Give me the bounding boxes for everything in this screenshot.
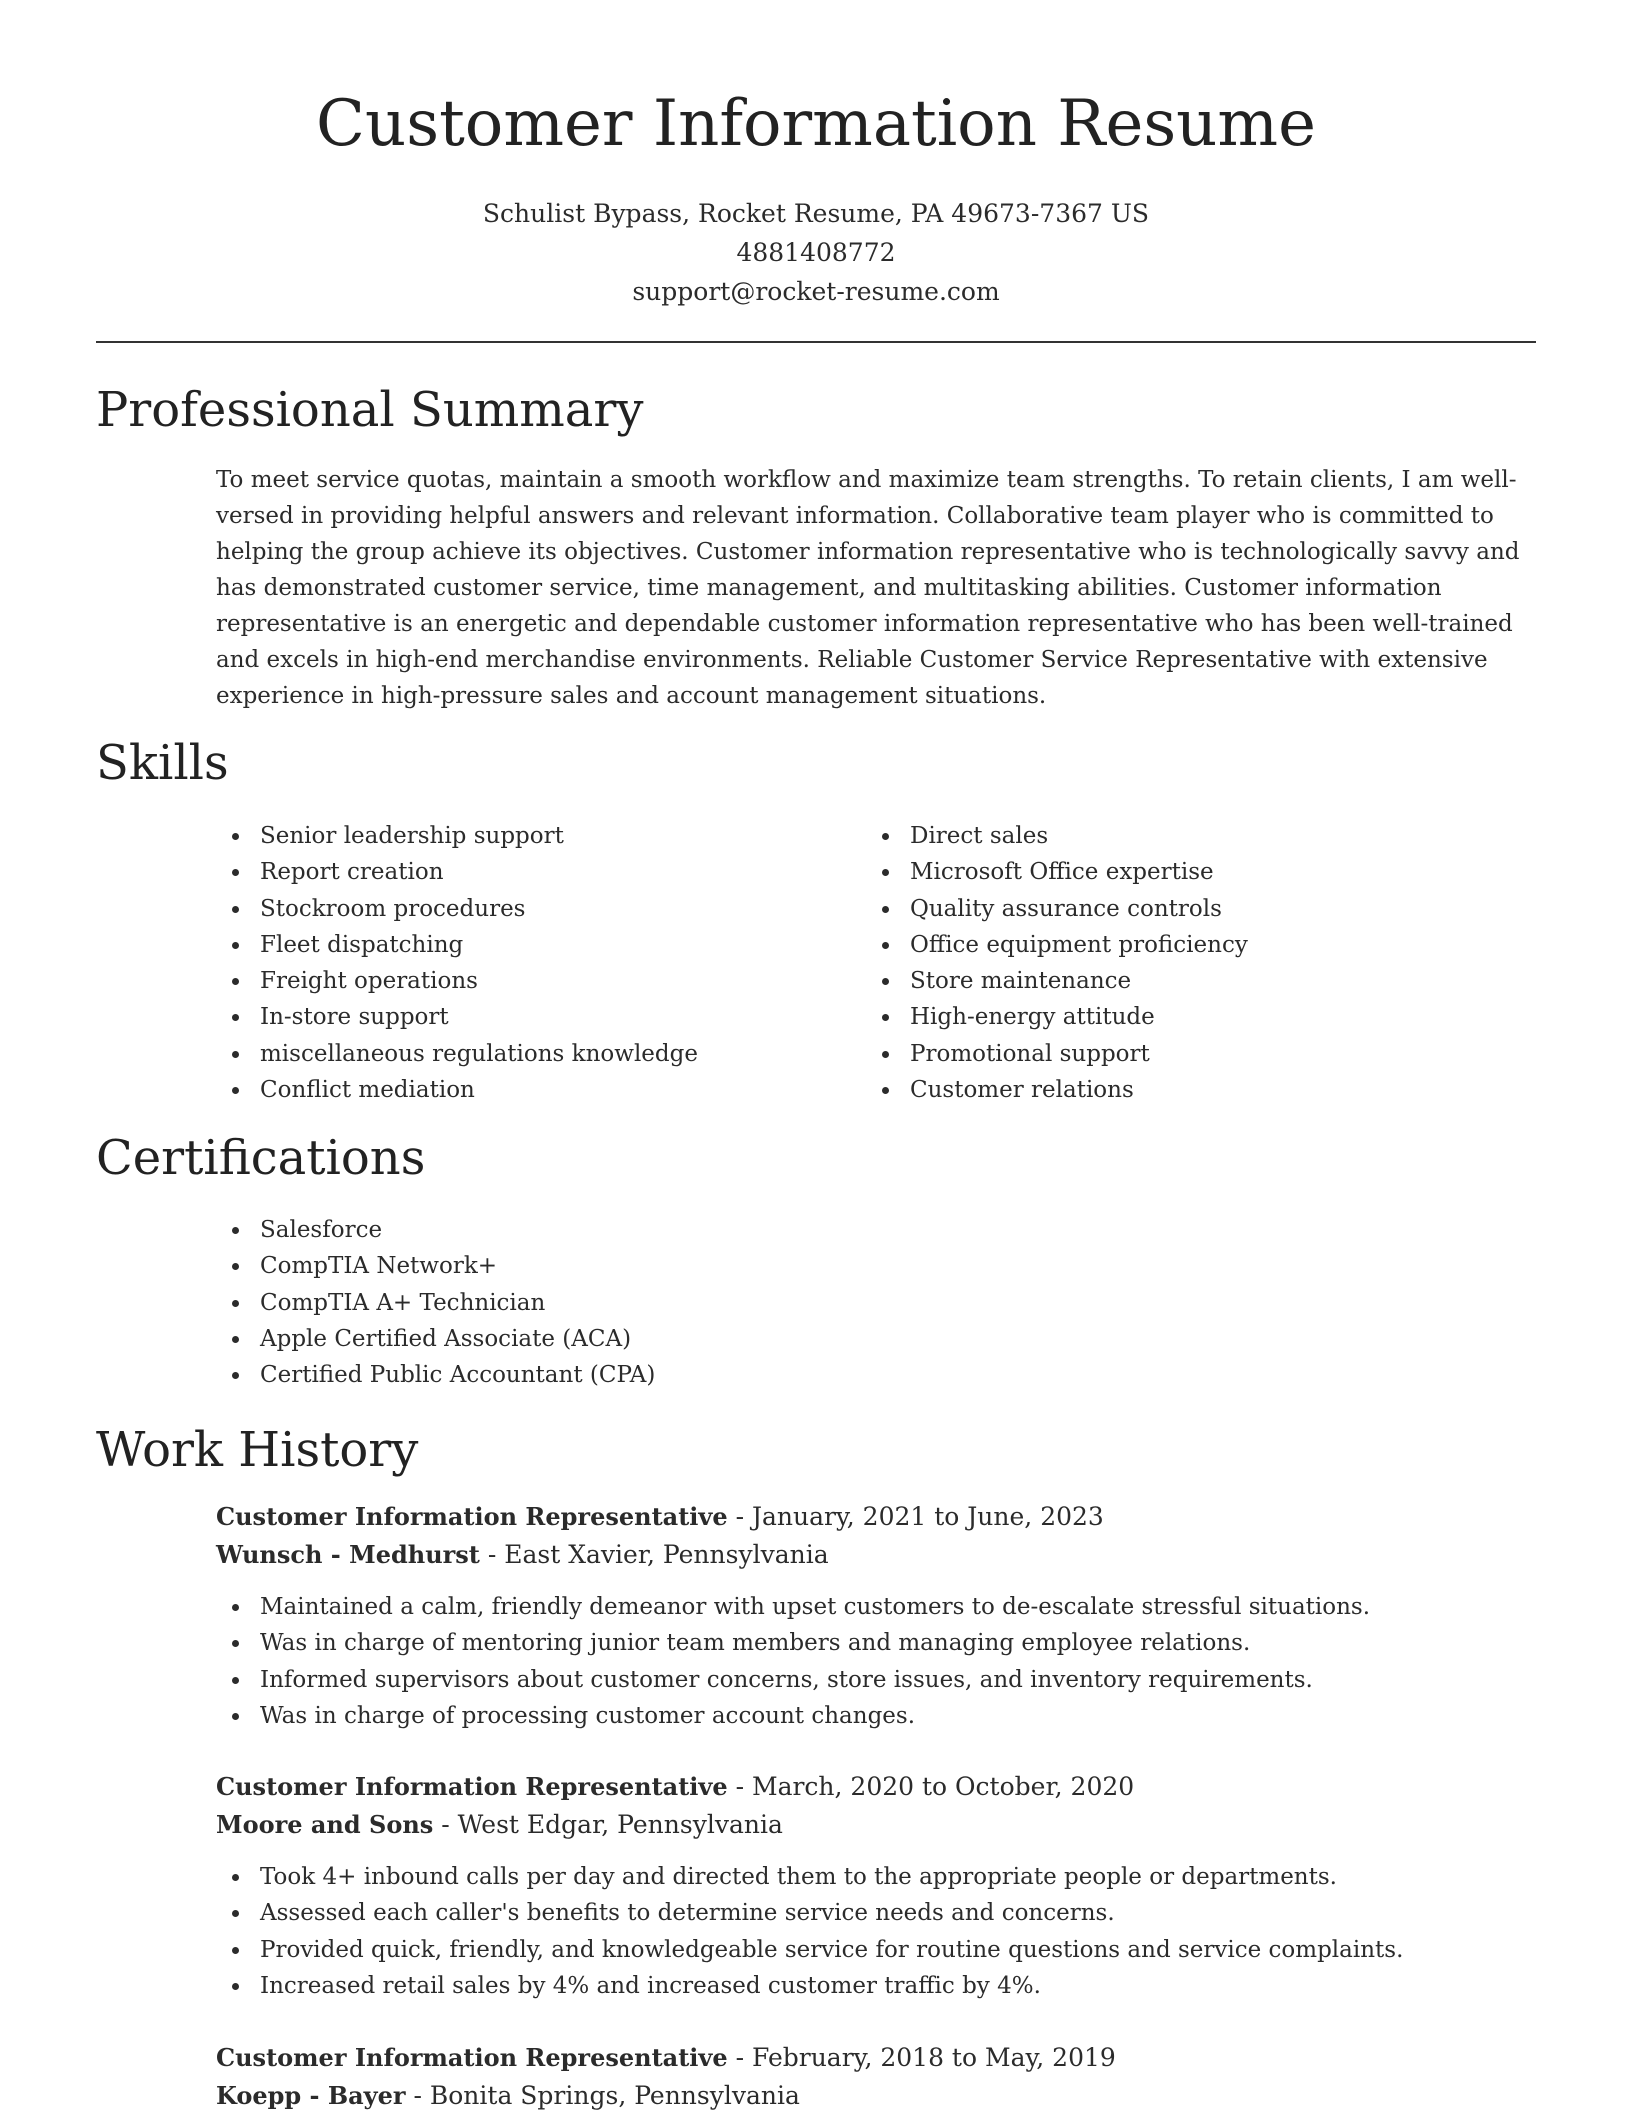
- skill-item: Promotional support: [866, 1036, 1466, 1072]
- skill-item: Freight operations: [216, 963, 816, 999]
- job-title-line: [216, 1769, 1536, 1805]
- job-bullet: Was in charge of processing customer account changes.: [216, 1698, 1536, 1734]
- summary-text: To meet service quotas, maintain a smooth workflow and maximize team strengths. To retain clients, I am well-versed in providing helpful answers and relevant information. Collaborative team player who is committed to helping the group achieve its objectives. Customer information representative who is technologically savvy and has demonstrated customer service, time management, and multitasking abilities. Customer information representative is an energetic and dependable customer information representative who has been well-trained and excels in high-end merchandise environments. Reliable Customer Service Representative with extensive experience in high-pressure sales and account management situations.: [216, 467, 1520, 709]
- job-bullet: Took 4+ inbound calls per day and directed them to the appropriate people or departments.: [216, 1859, 1536, 1895]
- summary-heading: Professional Summary: [96, 382, 644, 438]
- job-bullet: Was in charge of mentoring junior team members and managing employee relations.: [216, 1625, 1536, 1661]
- job-company-line: [216, 2076, 1536, 2116]
- certifications-list: [216, 1212, 1016, 1393]
- job-title: Customer Information Representative: [216, 2043, 728, 2072]
- skill-item: miscellaneous regulations knowledge: [216, 1036, 816, 1072]
- job-title-line: [216, 1499, 1536, 1535]
- skill-item: Microsoft Office expertise: [866, 854, 1466, 890]
- job-company: Wunsch - Medhurst: [216, 1540, 480, 1569]
- job-company: Koepp - Bayer: [216, 2081, 406, 2110]
- header-divider: [96, 341, 1536, 343]
- job-location: - Bonita Springs, Pennsylvania: [405, 2081, 800, 2110]
- job-company-line: [216, 1535, 1536, 1575]
- contact-email: support@rocket-resume.com: [632, 277, 1000, 306]
- skill-item: Office equipment proficiency: [866, 927, 1466, 963]
- work-history-heading: Work History: [96, 1422, 419, 1478]
- job-dates: - January, 2021 to June, 2023: [727, 1502, 1104, 1531]
- job-bullet: Increased retail sales by 4% and increased customer traffic by 4%.: [216, 1968, 1536, 2004]
- skill-item: Report creation: [216, 854, 816, 890]
- certification-item: Certified Public Accountant (CPA): [216, 1357, 1016, 1393]
- job-entry: [216, 1499, 1536, 1734]
- skill-item: Fleet dispatching: [216, 927, 816, 963]
- certifications-heading: Certifications: [96, 1130, 426, 1186]
- job-company-line: [216, 1805, 1536, 1845]
- skills-heading: Skills: [96, 735, 229, 791]
- job-dates: - March, 2020 to October, 2020: [727, 1772, 1135, 1801]
- skill-item: Direct sales: [866, 818, 1466, 854]
- skill-item: Senior leadership support: [216, 818, 816, 854]
- job-bullet: Maintained a calm, friendly demeanor with upset customers to de-escalate stressful situations.: [216, 1589, 1536, 1625]
- job-entry: [216, 2040, 1536, 2116]
- certification-item: Apple Certified Associate (ACA): [216, 1321, 1016, 1357]
- job-entry: [216, 1769, 1536, 2004]
- skill-item: Conflict mediation: [216, 1072, 816, 1108]
- job-company: Moore and Sons: [216, 1810, 434, 1839]
- skills-list-left: [216, 818, 816, 1108]
- job-bullets: [216, 1859, 1536, 2004]
- job-title: Customer Information Representative: [216, 1772, 728, 1801]
- job-bullets: [216, 1589, 1536, 1734]
- certification-item: CompTIA Network+: [216, 1248, 1016, 1284]
- job-bullet: Assessed each caller's benefits to determine service needs and concerns.: [216, 1895, 1536, 1931]
- job-title-line: [216, 2040, 1536, 2076]
- skill-item: Quality assurance controls: [866, 891, 1466, 927]
- job-bullet: Provided quick, friendly, and knowledgeable service for routine questions and service complaints.: [216, 1932, 1536, 1968]
- skill-item: High-energy attitude: [866, 999, 1466, 1035]
- resume-title: Customer Information Resume: [316, 87, 1316, 161]
- contact-block: [96, 194, 1536, 311]
- skill-item: In-store support: [216, 999, 816, 1035]
- skill-item: Customer relations: [866, 1072, 1466, 1108]
- job-title: Customer Information Representative: [216, 1502, 728, 1531]
- certification-item: CompTIA A+ Technician: [216, 1285, 1016, 1321]
- skills-list-right: [866, 818, 1466, 1108]
- job-location: - West Edgar, Pennsylvania: [433, 1810, 783, 1839]
- contact-phone: 4881408772: [736, 238, 896, 267]
- contact-address: Schulist Bypass, Rocket Resume, PA 49673-7367 US: [482, 199, 1150, 228]
- job-location: - East Xavier, Pennsylvania: [479, 1540, 829, 1569]
- skill-item: Store maintenance: [866, 963, 1466, 999]
- certification-item: Salesforce: [216, 1212, 1016, 1248]
- job-bullet: Informed supervisors about customer concerns, store issues, and inventory requirements.: [216, 1662, 1536, 1698]
- job-dates: - February, 2018 to May, 2019: [727, 2043, 1116, 2072]
- skill-item: Stockroom procedures: [216, 891, 816, 927]
